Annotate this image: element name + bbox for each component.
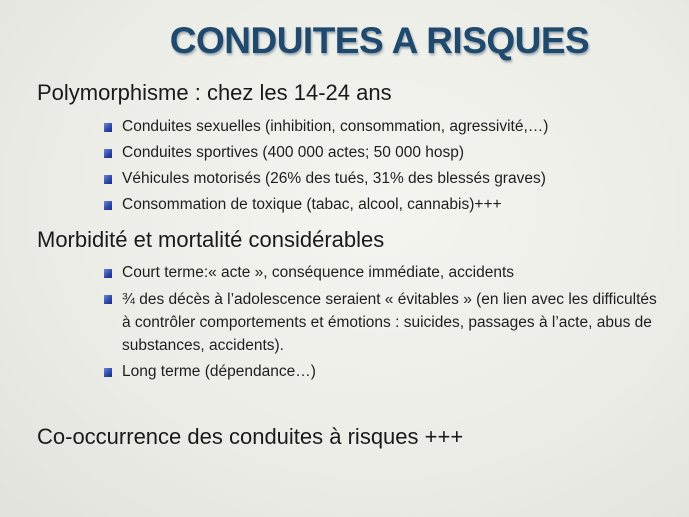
square-bullet-icon [104,295,112,304]
list-item-text: Conduites sexuelles (inhibition, consommation, agressivité,…) [122,118,549,135]
list-item [104,359,664,385]
list-item [104,192,664,218]
square-bullet-icon [104,201,112,210]
list-item [104,140,664,166]
square-bullet-icon [104,269,112,278]
bullet-list-morbidite [104,260,664,385]
list-item [104,260,664,286]
slide-title: CONDUITES A RISQUES [169,20,590,61]
square-bullet-icon [104,149,112,158]
list-item-text: Conduites sportives (400 000 actes; 50 000 hosp) [122,144,465,161]
square-bullet-icon [104,175,112,184]
list-item [104,286,664,359]
list-item-text: Long terme (dépendance…) [122,363,316,380]
list-item-text: Consommation de toxique (tabac, alcool, cannabis)+++ [122,196,502,213]
list-item-text: Court terme:« acte », conséquence immédiate, accidents [122,264,515,281]
section-heading-polymorphisme: Polymorphisme : chez les 14-24 ans [37,80,392,105]
square-bullet-icon [104,123,112,132]
section-heading-morbidite: Morbidité et mortalité considérables [37,227,385,252]
list-item [104,166,664,192]
list-item-text: Véhicules motorisés (26% des tués, 31% des blessés graves) [122,170,546,187]
bullet-list-polymorphisme [104,114,664,218]
section-heading-cooccurrence: Co-occurrence des conduites à risques +++ [37,424,464,449]
list-item-text: ¾ des décès à l’adolescence seraient « évitables » (en lien avec les difficultés à contrôler comportements et émotions : suicides, passages à l’acte, abus de substances, accidents). [122,291,657,354]
list-item [104,114,664,140]
square-bullet-icon [104,368,112,377]
